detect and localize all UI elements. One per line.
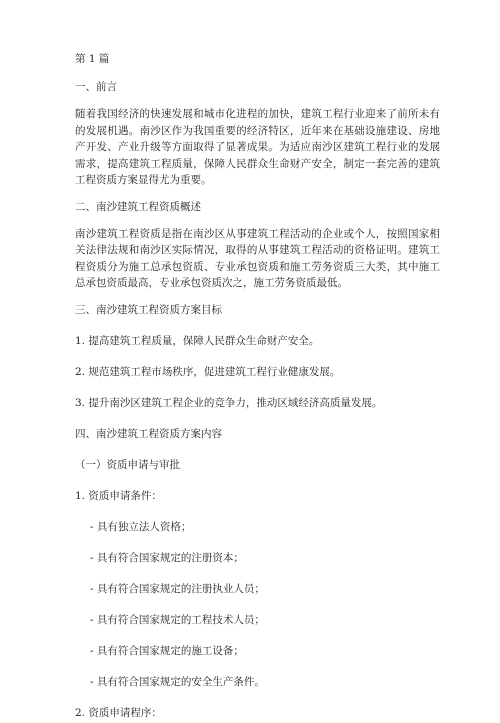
section-2-title: 二、南沙建筑工程资质概述: [75, 200, 201, 213]
section-2-body: 南沙建筑工程资质是指在南沙区从事建筑工程活动的企业或个人，按照国家相关法律法规和南沙区实际情况，取得的从事建筑工程活动的资格证明。建筑工程资质分为施工总承包资质、专业承包资质和施工劳务资质三大类，其中施工总承包资质最高，专业承包资质次之，施工劳务资质最低。: [75, 227, 440, 289]
chapter-label: 第 1 篇: [75, 53, 110, 65]
subsection-title: （一）资质申请与审批: [75, 458, 180, 471]
numbered-item: 1. 资质申请条件：: [75, 489, 162, 502]
condition-item: - 具有符合国家规定的注册执业人员；: [90, 582, 265, 595]
condition-item: - 具有独立法人资格；: [90, 520, 192, 533]
section-1-body: 随着我国经济的快速发展和城市化进程的加快，建筑工程行业迎来了前所未有的发展机遇。南沙区作为我国重要的经济特区，近年来在基础设施建设、房地产开发、产业升级等方面取得了显著成果。为适应南沙区建筑工程行业的发展需求，提高建筑工程质量，保障人民群众生命财产安全，制定一套完善的建筑工程资质方案显得尤为重要。: [75, 108, 440, 186]
goal-item: 3. 提升南沙区建筑工程企业的竞争力，推动区域经济高质量发展。: [75, 396, 383, 409]
condition-item: - 具有符合国家规定的安全生产条件。: [90, 675, 265, 688]
condition-item: - 具有符合国家规定的注册资本；: [90, 551, 244, 564]
condition-item: - 具有符合国家规定的工程技术人员；: [90, 613, 265, 626]
section-4-title: 四、南沙建筑工程资质方案内容: [75, 427, 222, 440]
section-3-title: 三、南沙建筑工程资质方案目标: [75, 303, 222, 316]
goal-item: 1. 提高建筑工程质量，保障人民群众生命财产安全。: [75, 334, 320, 347]
numbered-item: 2. 资质申请程序：: [75, 706, 162, 719]
section-1-title: 一、前言: [75, 81, 117, 93]
goal-item: 2. 规范建筑工程市场秩序，促进建筑工程行业健康发展。: [75, 365, 341, 378]
condition-item: - 具有符合国家规定的施工设备；: [90, 644, 244, 657]
